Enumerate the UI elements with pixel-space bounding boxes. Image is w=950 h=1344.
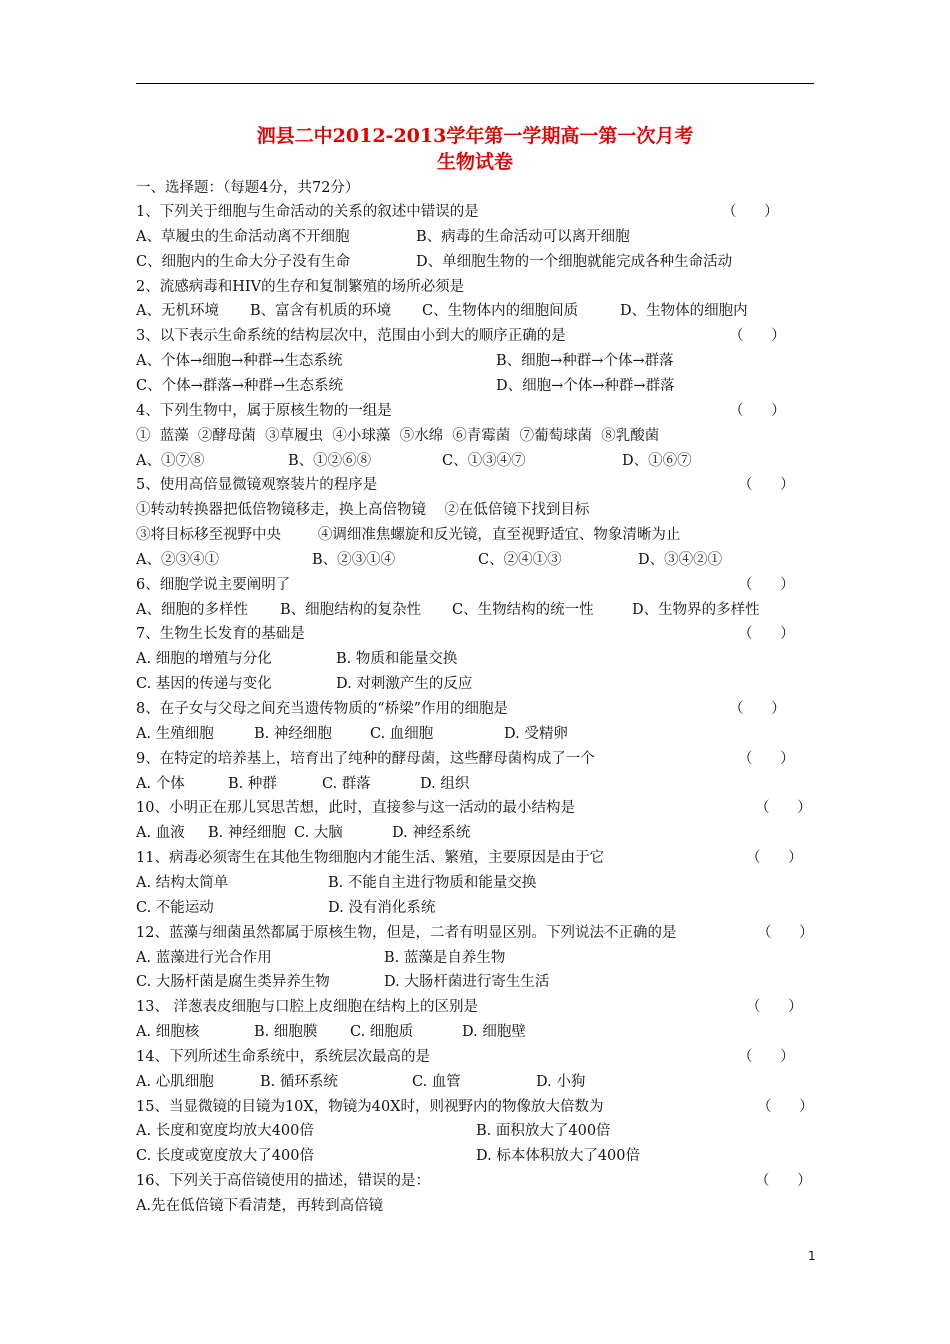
answer-option[interactable]: B. 神经细胞 — [208, 825, 286, 842]
answer-option[interactable]: C. 血管 — [412, 1073, 461, 1090]
question-stem: 3、以下表示生命系统的结构层次中，范围由小到大的顺序正确的是 — [136, 328, 566, 345]
answer-blank[interactable]: （ ） — [757, 924, 814, 941]
question-stem: 1、下列关于细胞与生命活动的关系的叙述中错误的是 — [136, 204, 479, 220]
answer-option[interactable]: C、个体→群落→种群→生态系统 — [136, 377, 344, 394]
answer-option[interactable]: D、细胞→个体→种群→群落 — [496, 377, 675, 394]
question-stem: 9、在特定的培养基上，培育出了纯种的酵母菌，这些酵母菌构成了一个 — [136, 750, 595, 767]
answer-blank[interactable]: （ ） — [755, 800, 812, 817]
answer-option[interactable]: B、②③①④ — [312, 551, 396, 568]
answer-option[interactable]: C、生物结构的统一性 — [452, 601, 594, 618]
answer-option[interactable]: C. 不能运动 — [136, 899, 214, 916]
answer-option[interactable]: C. 长度或宽度放大了400倍 — [136, 1148, 314, 1165]
question-stem: 4、下列生物中，属于原核生物的一组是 — [136, 402, 392, 419]
answer-blank[interactable]: （ ） — [738, 576, 795, 593]
answer-option[interactable]: A. 细胞核 — [136, 1024, 200, 1041]
answer-option[interactable]: B、细胞→种群→个体→群落 — [496, 353, 674, 370]
page-title: 泗县二中2012-2013学年第一学期高一第一次月考 — [256, 125, 694, 147]
answer-option[interactable]: A. 结构太简单 — [136, 874, 229, 891]
answer-option[interactable]: C、细胞内的生命大分子没有生命 — [136, 253, 351, 270]
answer-blank[interactable]: （ ） — [755, 1173, 812, 1190]
answer-option[interactable]: D、生物界的多样性 — [632, 601, 760, 618]
answer-option[interactable]: D. 神经系统 — [392, 825, 471, 842]
answer-blank[interactable]: （ ） — [729, 328, 786, 345]
answer-option[interactable]: B. 循环系统 — [260, 1073, 338, 1090]
answer-option[interactable]: D. 小狗 — [536, 1073, 586, 1090]
question-stem: 2、流感病毒和HIV的生存和复制繁殖的场所必须是 — [136, 278, 465, 295]
answer-option[interactable]: D、生物体的细胞内 — [620, 303, 748, 320]
answer-option[interactable]: D、①⑥⑦ — [622, 452, 692, 469]
answer-blank[interactable]: （ ） — [738, 750, 795, 767]
answer-option[interactable]: D. 细胞壁 — [462, 1024, 526, 1041]
answer-option[interactable]: B、①②⑥⑧ — [288, 452, 372, 469]
answer-option[interactable]: B. 细胞膜 — [254, 1024, 318, 1041]
answer-option[interactable]: A、草履虫的生命活动离不开细胞 — [136, 228, 350, 245]
answer-option[interactable]: C. 基因的传递与变化 — [136, 676, 272, 693]
question-stem: 13、 洋葱表皮细胞与口腔上皮细胞在结构上的区别是 — [136, 999, 479, 1016]
answer-option[interactable]: B. 种群 — [228, 775, 277, 792]
answer-blank[interactable]: （ ） — [746, 999, 803, 1016]
answer-option[interactable]: D、单细胞生物的一个细胞就能完成各种生命活动 — [416, 253, 733, 270]
answer-blank[interactable]: （ ） — [757, 1098, 814, 1115]
answer-option[interactable]: C. 大肠杆菌是腐生类异养生物 — [136, 974, 330, 991]
answer-option[interactable]: A. 生殖细胞 — [136, 725, 214, 742]
question-line: ①转动转换器把低倍物镜移走，换上高倍物镜 ②在低倍镜下找到目标 — [136, 502, 590, 519]
answer-option[interactable]: A、细胞的多样性 — [136, 601, 248, 618]
answer-option[interactable]: B. 面积放大了400倍 — [476, 1123, 611, 1140]
answer-option[interactable]: D. 组织 — [420, 775, 470, 792]
page-subtitle: 生物试卷 — [436, 151, 513, 173]
answer-option[interactable]: A. 长度和宽度均放大400倍 — [136, 1123, 314, 1140]
answer-blank[interactable]: （ ） — [738, 1048, 795, 1065]
answer-option[interactable]: C、②④①③ — [478, 551, 562, 568]
question-stem: 16、下列关于高倍镜使用的描述，错误的是： — [136, 1173, 430, 1190]
answer-blank[interactable]: （ ） — [738, 626, 795, 643]
question-line: ③将目标移至视野中央 ④调细准焦螺旋和反光镜，直至视野适宜、物象清晰为止 — [136, 527, 681, 544]
question-stem: 12、蓝藻与细菌虽然都属于原核生物，但是，二者有明显区别。下列说法不正确的是 — [136, 924, 677, 941]
header-rule — [136, 83, 814, 84]
question-stem: 8、在子女与父母之间充当遗传物质的“桥梁”作用的细胞是 — [136, 701, 509, 717]
question-stem: 14、下列所述生命系统中，系统层次最高的是 — [136, 1048, 430, 1065]
answer-option[interactable]: B、病毒的生命活动可以离开细胞 — [416, 228, 630, 245]
answer-option[interactable]: A. 血液 — [136, 825, 185, 842]
question-stem: 15、当显微镜的目镜为10X，物镜为40X时，则视野内的物像放大倍数为 — [136, 1098, 604, 1115]
answer-option[interactable]: B、富含有机质的环境 — [250, 303, 392, 320]
question-stem: 7、生物生长发育的基础是 — [136, 626, 305, 643]
answer-option[interactable]: C. 血细胞 — [370, 725, 434, 742]
answer-option[interactable]: C、①③④⑦ — [442, 452, 526, 469]
answer-option[interactable]: A、个体→细胞→种群→生态系统 — [136, 353, 343, 370]
answer-option[interactable]: D. 大肠杆菌进行寄生生活 — [384, 974, 550, 991]
answer-option[interactable]: A、无机环境 — [136, 303, 219, 320]
question-stem: 11、病毒必须寄生在其他生物细胞内才能生活、繁殖，主要原因是由于它 — [136, 850, 604, 867]
answer-option[interactable]: B. 神经细胞 — [254, 725, 332, 742]
answer-option[interactable]: D、③④②① — [638, 551, 723, 568]
question-stem: 5、使用高倍显微镜观察装片的程序是 — [136, 477, 378, 494]
answer-option[interactable]: C. 群落 — [322, 775, 371, 792]
answer-option[interactable]: B、细胞结构的复杂性 — [280, 601, 422, 618]
question-line: ① 蓝藻 ②酵母菌 ③草履虫 ④小球藻 ⑤水绵 ⑥青霉菌 ⑦葡萄球菌 ⑧乳酸菌 — [136, 427, 660, 444]
answer-option[interactable]: B. 蓝藻是自养生物 — [384, 949, 506, 966]
answer-blank[interactable]: （ ） — [729, 402, 786, 419]
answer-option[interactable]: B. 不能自主进行物质和能量交换 — [328, 874, 537, 891]
answer-option[interactable]: C、生物体内的细胞间质 — [422, 303, 579, 320]
answer-option[interactable]: A、②③④① — [136, 551, 219, 568]
section-heading: 一、选择题：（每题4分，共72分） — [136, 180, 360, 196]
page-number: 1 — [808, 1249, 816, 1263]
answer-option[interactable]: A、①⑦⑧ — [136, 452, 205, 469]
answer-option[interactable]: A. 蓝藻进行光合作用 — [136, 949, 272, 966]
answer-option[interactable]: C. 大脑 — [294, 825, 343, 842]
answer-option[interactable]: A. 个体 — [136, 775, 185, 792]
answer-blank[interactable]: （ ） — [738, 477, 795, 494]
answer-blank[interactable]: （ ） — [746, 850, 803, 867]
answer-option[interactable]: D. 对刺激产生的反应 — [336, 676, 473, 693]
answer-option[interactable]: B. 物质和能量交换 — [336, 651, 458, 668]
answer-option[interactable]: C. 细胞质 — [350, 1024, 414, 1041]
answer-option[interactable]: D. 标本体积放大了400倍 — [476, 1148, 641, 1165]
answer-option[interactable]: A. 细胞的增殖与分化 — [136, 651, 272, 668]
question-line: A.先在低倍镜下看清楚，再转到高倍镜 — [136, 1198, 384, 1214]
answer-option[interactable]: D. 没有消化系统 — [328, 899, 436, 916]
question-stem: 6、细胞学说主要阐明了 — [136, 576, 291, 593]
answer-blank[interactable]: （ ） — [729, 701, 786, 717]
answer-option[interactable]: A. 心肌细胞 — [136, 1073, 214, 1090]
question-stem: 10、小明正在那儿冥思苦想，此时，直接参与这一活动的最小结构是 — [136, 800, 575, 817]
answer-blank[interactable]: （ ） — [722, 204, 779, 220]
answer-option[interactable]: D. 受精卵 — [504, 725, 568, 742]
